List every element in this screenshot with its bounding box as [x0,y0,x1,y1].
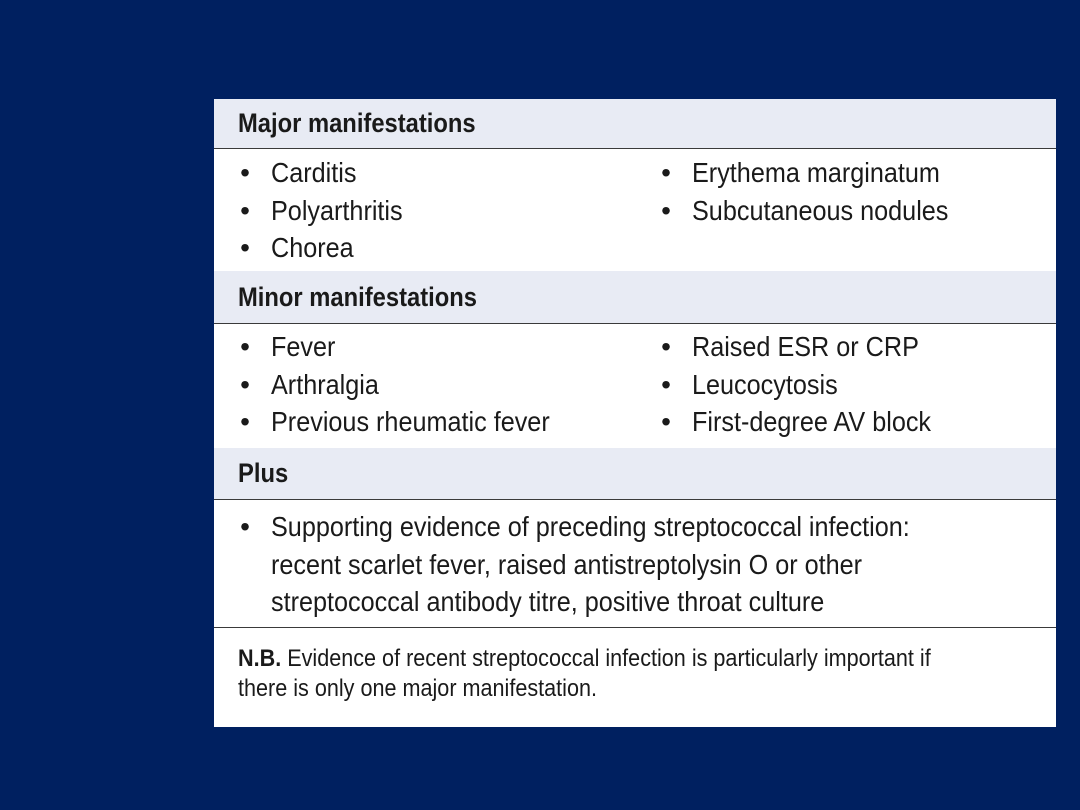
major-manifestations-body: • Carditis • Polyarthritis • Chorea • Erythema marginatum • Subcutaneous nodules [240,157,949,263]
footnote [238,644,1012,704]
note-line-2: there is only one major manifestation. [238,675,597,702]
plus-body: • Supporting evidence of preceding streptococcal infection: recent scarlet fever, raised antistreptolysin O or other streptococcal antibody titre, positive throat culture [214,500,1056,628]
minor-manifestations-body: • Fever • Arthralgia • Previous rheumatic fever • Raised ESR or CRP • Leucocytosis • First-degree AV block [240,331,932,437]
plus-header [214,448,1056,500]
note-line-1: Evidence of recent streptococcal infection is particularly important if [281,645,931,672]
plus-text: Supporting evidence of preceding streptococcal infection: recent scarlet fever, raised antistreptolysin O or other streptococcal antibody titre, positive throat culture [271,511,910,617]
note-label: N.B. [238,645,282,672]
major-manifestations-header [214,99,1056,149]
plus-title: Plus [238,458,289,488]
major-manifestations-title: Major manifestations [238,108,476,138]
minor-manifestations-title: Minor manifestations [238,281,477,312]
criteria-table [214,99,1056,727]
minor-manifestations-header [214,271,1056,324]
